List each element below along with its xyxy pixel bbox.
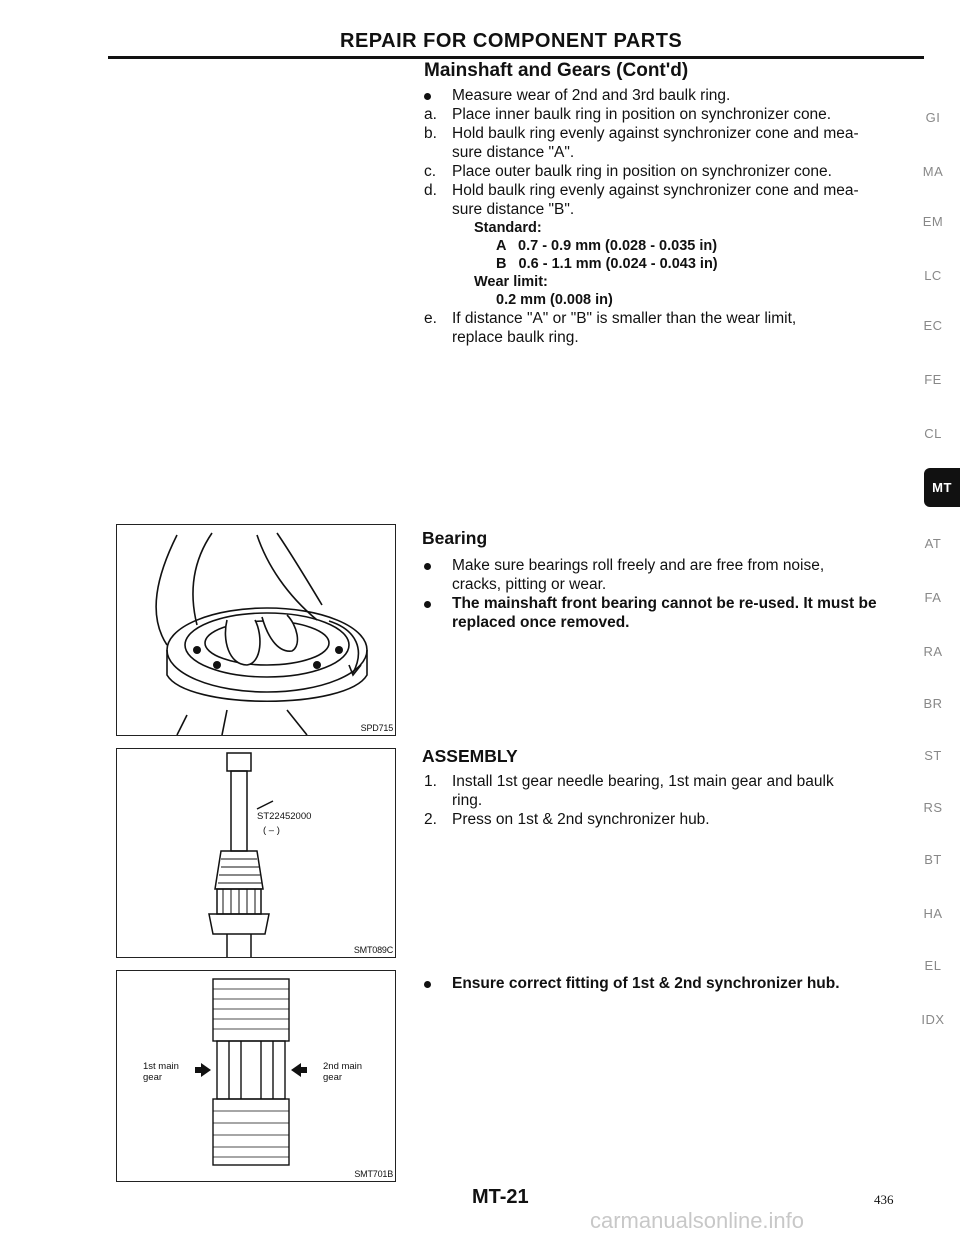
bullet-icon (424, 93, 431, 100)
side-tab-el[interactable]: EL (924, 958, 942, 973)
standard-label: Standard: (474, 220, 542, 236)
side-tab-br[interactable]: BR (923, 696, 943, 711)
tool-sub-label: ( – ) (263, 825, 280, 836)
bearing-warning: The mainshaft front bearing cannot be re-used. It must be replaced once removed. (424, 594, 914, 632)
side-tab-st[interactable]: ST (924, 748, 942, 763)
side-tab-ha[interactable]: HA (923, 906, 943, 921)
assembly-heading: ASSEMBLY (422, 746, 518, 766)
left-arrow-icon (195, 1063, 211, 1077)
figure-code: SMT701B (354, 1169, 393, 1179)
section-title: Mainshaft and Gears (Cont'd) (424, 60, 689, 81)
side-tab-fe[interactable]: FE (924, 372, 942, 387)
bearing-heading: Bearing (422, 528, 488, 548)
press-tool-illustration (117, 749, 395, 957)
figure-hub-orientation (116, 970, 396, 1182)
right-arrow-icon (291, 1063, 307, 1077)
measure-intro: Measure wear of 2nd and 3rd baulk ring. (424, 86, 914, 105)
figure-code: SMT089C (353, 945, 393, 955)
side-tab-mt[interactable]: MT (924, 468, 960, 507)
step-c: c. Place outer baulk ring in position on synchronizer cone. (424, 163, 832, 180)
side-tab-ma[interactable]: MA (922, 164, 944, 179)
side-tab-em[interactable]: EM (922, 214, 944, 229)
assembly-note: Ensure correct fitting of 1st & 2nd synchronizer hub. (424, 974, 904, 993)
bearing-illustration (117, 525, 395, 735)
header-rule (108, 56, 924, 59)
bearing-checks (424, 556, 914, 632)
wear-limit-label: Wear limit: (474, 274, 548, 290)
standard-a: A 0.7 - 0.9 mm (0.028 - 0.035 in) (496, 238, 718, 254)
side-tab-ra[interactable]: RA (923, 644, 943, 659)
page-header-title: REPAIR FOR COMPONENT PARTS (340, 30, 683, 52)
step-d: d. Hold baulk ring evenly against synchronizer cone and mea- sure distance "B". (424, 182, 859, 218)
side-tab-cl[interactable]: CL (924, 426, 942, 441)
assembly-step-1: 1. Install 1st gear needle bearing, 1st main gear and baulk ring. (424, 773, 834, 809)
watermark: carmanualsonline.info (590, 1208, 805, 1233)
side-tab-idx[interactable]: IDX (921, 1012, 945, 1027)
figure-bearing-check (116, 524, 396, 736)
figure-code: SPD715 (360, 723, 393, 733)
wear-limit-value: 0.2 mm (0.008 in) (496, 292, 613, 308)
bullet-icon (424, 601, 431, 608)
side-tab-fa[interactable]: FA (924, 590, 942, 605)
side-tab-at[interactable]: AT (924, 536, 942, 551)
second-main-gear-label: 2nd main gear (323, 1061, 363, 1083)
assembly-steps (424, 772, 914, 829)
side-tab-ec[interactable]: EC (923, 318, 943, 333)
side-tab-bt[interactable]: BT (924, 852, 942, 867)
bearing-item: Make sure bearings roll freely and are free from noise, cracks, pitting or wear. (424, 556, 914, 594)
step-e: e. If distance "A" or "B" is smaller than the wear limit, replace baulk ring. (424, 310, 797, 346)
page-code: MT-21 (472, 1186, 529, 1208)
side-tab-lc[interactable]: LC (924, 268, 942, 283)
side-tab-rs[interactable]: RS (923, 800, 943, 815)
page-number: 436 (874, 1192, 894, 1207)
bullet-icon (424, 563, 431, 570)
step-a: a. Place inner baulk ring in position on synchronizer cone. (424, 106, 832, 123)
measure-procedure (424, 86, 914, 347)
standard-b: B 0.6 - 1.1 mm (0.024 - 0.043 in) (496, 256, 718, 272)
step-b: b. Hold baulk ring evenly against synchronizer cone and mea- sure distance "A". (424, 125, 859, 161)
figure-press-hub (116, 748, 396, 958)
tool-number-label: ST22452000 (257, 811, 312, 822)
bullet-icon (424, 981, 431, 988)
side-tab-gi[interactable]: GI (925, 110, 941, 125)
assembly-step-2: 2. Press on 1st & 2nd synchronizer hub. (424, 811, 710, 828)
first-main-gear-label: 1st main gear (143, 1061, 179, 1083)
